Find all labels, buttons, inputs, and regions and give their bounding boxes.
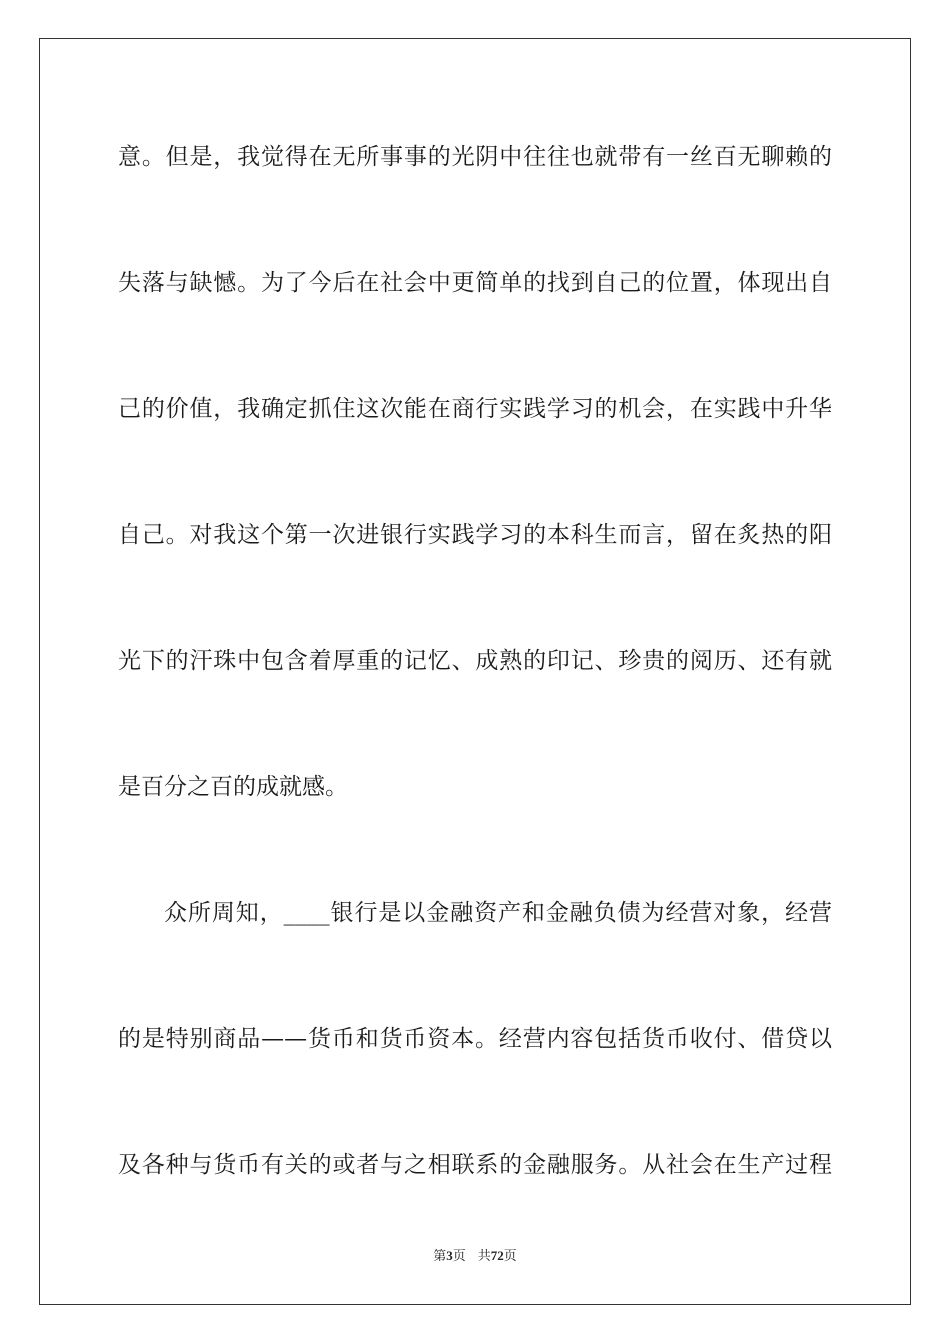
total-suffix: 页	[503, 1249, 517, 1264]
total-prefix: 共	[477, 1249, 491, 1264]
paragraph-line: 众所周知，____银行是以金融资产和金融负债为经营对象，经营	[164, 900, 832, 926]
paragraph-line: 失落与缺憾。为了今后在社会中更简单的找到自己的位置，体现出自	[118, 270, 832, 296]
paragraph-line: 是百分之百的成就感。	[118, 774, 348, 800]
page-number: 3	[446, 1248, 453, 1263]
paragraph-line: 自己。对我这个第一次进银行实践学习的本科生而言，留在炙热的阳	[118, 522, 832, 548]
paragraph-line: 的是特别商品——货币和货币资本。经营内容包括货币收付、借贷以	[118, 1026, 832, 1052]
paragraph-line: 光下的汗珠中包含着厚重的记忆、成熟的印记、珍贵的阅历、还有就	[118, 648, 832, 674]
paragraph-line: 己的价值，我确定抓住这次能在商行实践学习的机会，在实践中升华	[118, 396, 832, 422]
page-prefix: 第	[433, 1249, 447, 1264]
paragraph-line: 意。但是，我觉得在无所事事的光阴中往往也就带有一丝百无聊赖的	[118, 144, 832, 170]
paragraph-line: 及各种与货币有关的或者与之相联系的金融服务。从社会在生产过程	[118, 1152, 832, 1178]
page-suffix: 页	[452, 1249, 466, 1264]
page-footer	[0, 1248, 950, 1265]
total-pages: 72	[490, 1248, 504, 1263]
